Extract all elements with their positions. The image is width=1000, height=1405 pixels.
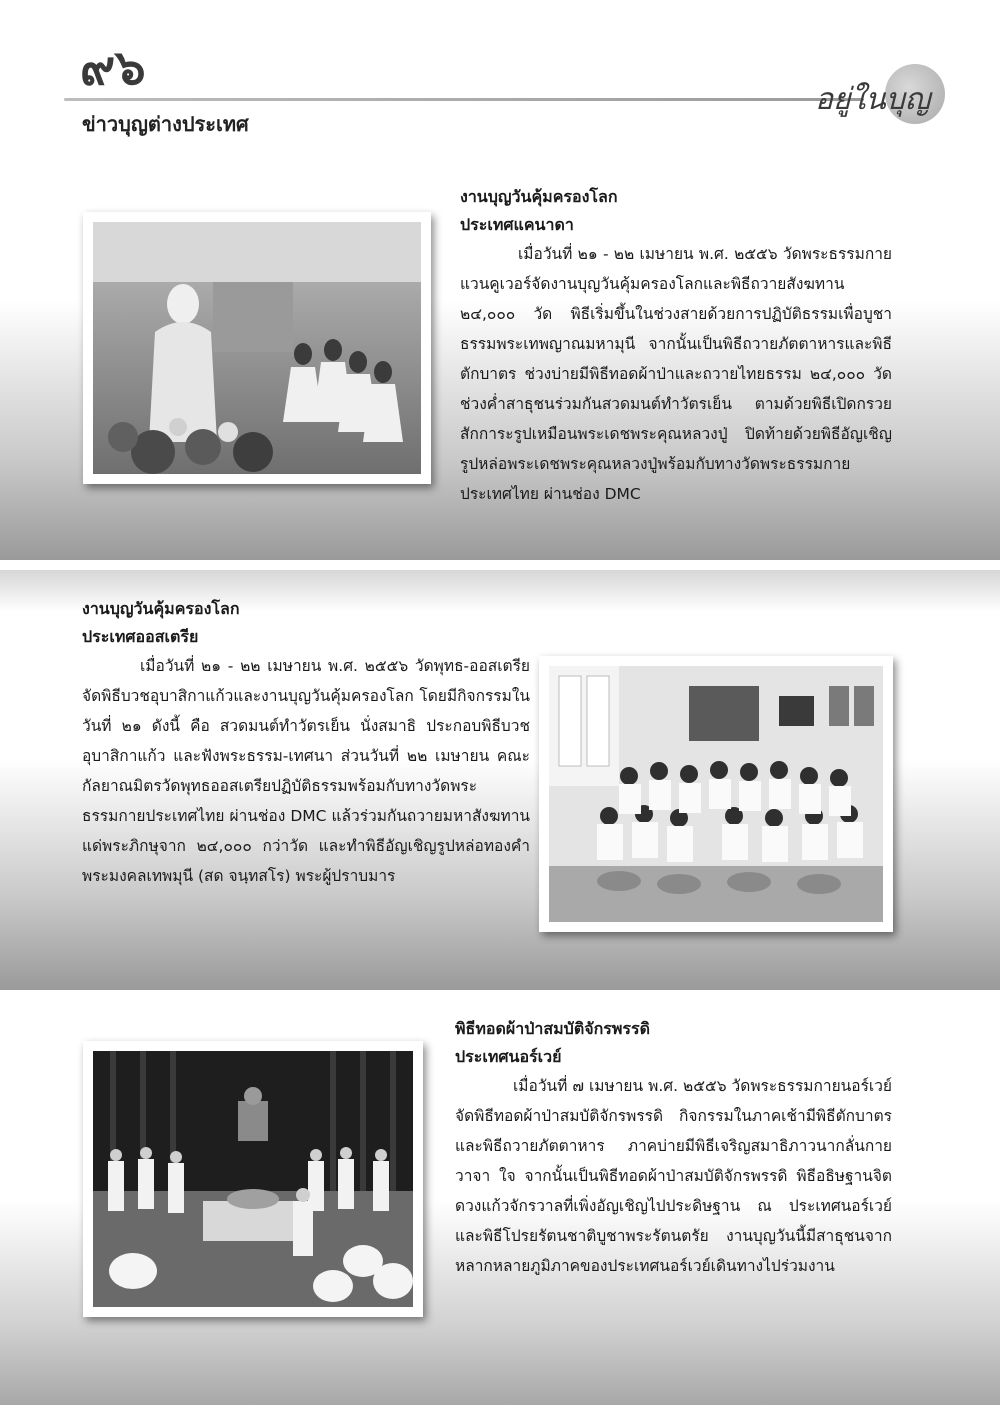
article-body: เมื่อวันที่ ๒๑ - ๒๒ เมษายน พ.ศ. ๒๕๕๖ วัดพระธรรมกายแวนคูเวอร์จัดงานบุญวันคุ้มครองโลกและพิธีถวายสังฆทาน ๒๔,๐๐๐ วัด พิธีเริ่มขึ้นในช่วงสายด้วยการปฏิบัติธรรมเพื่อบูชาธรรมพระเทพญาณมหามุนี จากนั้นเป็นพิธีถวายภัตตาหารและพิธีตักบาตร ช่วงบ่ายมีพิธีทอดผ้าป่าและถวายไทยธรรม ๒๔,๐๐๐ วัด ช่วงค่ำสาธุชนร่วมกันสวดมนต์ทำวัตรเย็น ตามด้วยพิธีเปิดกรวยสักการะรูปเหมือนพระเดชพระคุณหลวงปู่ ปิดท้ายด้วยพิธีอัญเชิญรูปหล่อพระเดชพระคุณหลวงปู่พร้อมกับทางวัดพระธรรมกายประเทศไทย ผ่านช่อง DMC xyxy=(460,245,892,503)
stage-offering-photo-icon xyxy=(93,1051,413,1307)
article-country: ประเทศออสเตรีย xyxy=(82,627,199,646)
page-header xyxy=(0,0,1000,150)
section-title: ข่าวบุญต่างประเทศ xyxy=(82,112,249,136)
magazine-logo xyxy=(815,62,965,132)
article-title: งานบุญวันคุ้มครองโลก xyxy=(82,599,240,618)
article-title: พิธีทอดผ้าป่าสมบัติจักรพรรดิ xyxy=(455,1019,650,1038)
article-body: เมื่อวันที่ ๗ เมษายน พ.ศ. ๒๕๕๖ วัดพระธรรมกายนอร์เวย์จัดพิธีทอดผ้าป่าสมบัติจักรพรรดิ กิจกรรมในภาคเช้ามีพิธีตักบาตรและพิธีถวายภัตตาหาร ภาคบ่ายมีพิธีเจริญสมาธิภาวนากลั่นกาย วาจา ใจ จากนั้นเป็นพิธีทอดผ้าป่าสมบัติจักรพรรดิ พิธีอธิษฐานจิตดวงแก้วจักรวาลที่เพิ่งอัญเชิญไปประดิษฐาน ณ ประเทศนอร์เวย์ และพิธีโปรยรัตนชาติบูชาพระรัตนตรัย งานบุญวันนี้มีสาธุชนจากหลากหลายภูมิภาคของประเทศนอร์เวย์เดินทางไปร่วมงาน xyxy=(455,1077,892,1275)
article-canada xyxy=(460,183,892,509)
article-country: ประเทศแคนาดา xyxy=(460,215,574,234)
article-photo-canada xyxy=(83,212,431,484)
article-photo-norway xyxy=(83,1041,423,1317)
article-austria xyxy=(82,595,530,891)
page-number: ๙๖ xyxy=(80,40,146,96)
article-body: เมื่อวันที่ ๒๑ - ๒๒ เมษายน พ.ศ. ๒๕๕๖ วัดพุทธ-ออสเตรียจัดพิธีบวชอุบาสิกาแก้วและงานบุญวันคุ้มครองโลก โดยมีกิจกรรมในวันที่ ๒๑ ดังนี้ คือ สวดมนต์ทำวัตรเย็น นั่งสมาธิ ประกอบพิธีบวชอุบาสิกาแก้ว และฟังพระธรรม-เทศนา ส่วนวันที่ ๒๒ เมษายน คณะกัลยาณมิตรวัดพุทธออสเตรียปฏิบัติธรรมพร้อมกับทางวัดพระธรรมกายประเทศไทย ผ่านช่อง DMC แล้วร่วมกันถวายมหาสังฆทานแด่พระภิกษุจาก ๒๔,๐๐๐ กว่าวัด และทำพิธีอัญเชิญรูปหล่อทองคำพระมงคลเทพมุนี (สด จนฺทสโร) พระผู้ปราบมาร xyxy=(82,657,530,885)
header-divider xyxy=(64,98,864,101)
article-country: ประเทศนอร์เวย์ xyxy=(455,1047,562,1066)
buddha-statue-hall-photo-icon xyxy=(93,222,421,474)
logo-text: อยู่ในบุญ xyxy=(815,82,931,117)
article-title: งานบุญวันคุ้มครองโลก xyxy=(460,187,618,206)
article-norway xyxy=(455,1015,892,1281)
group-ceremony-photo-icon xyxy=(549,666,883,922)
article-photo-austria xyxy=(539,656,893,932)
